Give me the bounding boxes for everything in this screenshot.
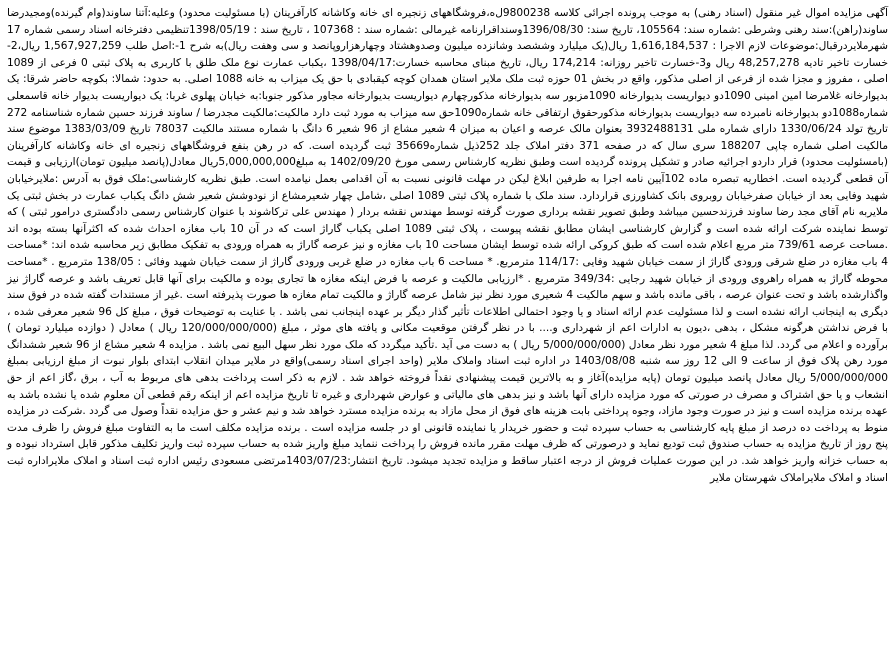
auction-notice-text: آگهی مزایده اموال غیر منقول (اسناد رهنی) به موجب پرونده اجرائی کلاسه 9800238ل‌ه،فروشگاههای زنجیره ای خانه وکاشانه کارآفرینان (با مسئولیت محدود) وعلیه:آتنا ساوند(وام گیرنده)ومجیدرضا ساوند(راهن):سند رهنی وشرطی :شماره سند: 105564، تاریخ سند: 1396/08/30وسنداقرارنامه غیرمالی :شماره سند : 107368 ، تاریخ سند : 1398/05/19تنظیمی دفترخانه اسناد رسمی شماره 17 شهرملایردرقبال:موضوعات لازم الاجرا : 1,616,184,537 ریال(یک میلیارد وششصد وشانزده میلیون وصدوهشتاد وچهارهزاروپانصد و سی وهفت ریال)به شرح 1-:اصل طلب 1,567,927,259 ریال،2-خسارت تاخیر تادیه 48,257,278 ریال و3-خسارت تاخیر روزانه: 174,214 ریال، تاریخ مبنای محاسبه خسارت:1398/04/17 ،یکباب عمارت نوع ملک طلق با کاربری به پلاک ثبتی 0 فرعی از 1089 اصلی ، مفروز و مجزا شده از فرعی از اصلی مذکور، واقع در بخش 01 حوزه ثبت ملک ملایر استان همدان کوچه کیقبادی با حق یک میزاب به خانه 1088 اصلی. به حدود: شمالا: بکوچه حاضر شرقا: یک بدیوارخانه غلامرضا امین امینی 1090دو دیواریست بدیوارخانه 1090مزبور سه بدیوارخانه مذکورچهارم دیواریست بدیوارخانه مجاور مذکور جنوبا:به خیابان پهلوی غربا: یک دیواریست بدیوار خانه قاسمعلی شماره1088دو بدیوارخانه نامبرده سه دیواریست بدیوارخانه مذکورحقوق ارتفاقی خانه شماره1090حق سه میزاب به مورد ثبت دارد مالکیت:مالکیت مجدرضا / ساوند فرزند حسین شماره شناسنامه 272 تاریخ تولد 1330/06/24 دارای شماره ملی 3932488131 بعنوان مالک عرصه و اعیان به میزان 4 شعیر مشاع از 96 شعیر 6 دانگ با شماره مستند مالکیت 78037 تاریخ 1383/03/09 موضوع سند مالکیت اصلی شماره چاپی 188207 سری سال که در صفحه 371 دفتر املاک جلد 252ذیل شماره35669 ثبت گردیده است. که در رهن بنفع فروشگاههای زنجیره ای خانه وکاشانه کارآفرینان (بامسئولیت محدود) قرار داردو اجرائیه صادر و تشکیل پرونده گردیده است وطبق نظریه کارشناس رسمی مورخ 1402/09/20 به مبلغ5,000,000,000ریال معادل(پانصد میلیون تومان)ارزیابی و قیمت آن قطعی گردیده است. اخطاریه تبصره ماده 102آیین نامه اجرا به طرفین ابلاغ لیکن در مهلت قانونی نسبت به آن اقدامی بعمل نیامده است. طبق نظریه کارشناسی:ملک فوق به آدرس :ملایرخیابان شهید وفایی بعد از خیابان صفرخیابان روبروی بانک کشاورزی قراردارد. سند ملک با شماره پلاک ثبتی 1089 اصلی ،شامل چهار شعیرمشاع از نودوشش شعیر شش دانگ یکباب عمارت در بخش ثبتی یک ملایربه نام آقای مجد رضا ساوند فرزندحسین میباشد وطبق تصویر نقشه برداری صورت گرفته توسط مهندس نقشه بردار ( مهندس علی ترکاشوند با عنوان کارشناس رسمی دادگستری درامور ثبتی ) که توسط نماینده شرکت ارائه شده است و گزارش کارشناسی ایشان مطابق نقشه پیوست ، پلاک ثبتی 1089 اصلی یکباب گاراژ است که در آن 10 باب مغازه احداث شده که اکثرآنها بسته بوده اند .مساحت عرصه 739/61 متر مربع اعلام شده است که طبق کروکی ارائه شده توسط ایشان مساحت 10 باب مغازه و نیز عرصه گاراژ به همراه ورودی به تفکیک مطابق زیر محاسبه شده اند: *مساحت 4 باب مغازه در ضلع شرقی ورودی گاراژ از سمت خیابان شهید وفایی :114/17 مترمربع. * مساحت 6 باب مغازه در ضلع غربی ورودی گاراژ از سمت خیابان شهید وفائی : 138/05 مترمربع . *مساحت محوطه گاراژ به همراه راهروی ورودی از خیابان شهید رجایی :349/34 مترمربع . *ارزیابی مالکیت و عرصه با فرض اینکه مغازه ها تجاری بوده و مالکیت برای آنها قابل تعریف باشد و عرصه گاراژ نیز واگذارشده باشد و تحت عنوان عرصه ، باقی مانده باشد و سهم مالکیت 4 شعیری مورد نظر نیز شامل عرصه گاراژ و مالکیت تمام مغازه ها صورت پذیرفته است .غیر از مستندات گفته شده در فوق سند دیگری به اینجانب ارائه نشده است و لذا مسئولیت عدم ارائه اسناد و یا وجود احتمالی اطلاعات تأثیر گذار دیگر بر عهده اینجانب نمی باشد . با عنایت به توضیحات فوق ، مبلغ کل 96 شعیر معرفی شده ، با فرض نداشتن هرگونه مشکل ، بدهی ،دیون به ادارات اعم از شهرداری و.... با در نظر گرفتن موقعیت مکانی و یافته های موثر ، مبلغ (120/000/000/000 ریال ) معادل ( دوازده میلیارد تومان ) برآورده و اعلام می گردد. لذا مبلغ 4 شعیر مورد نظر معادل (5/000/000/000 ریال ) به دست می آید .تأکید میگردد که ملک مورد نظر سهل البیع نمی باشد . مزایده 4 شعیر مشاع از 96 شعیر ششدانگ مورد رهن پلاک فوق از ساعت 9 الی 12 روز سه شنبه 1403/08/08 در اداره ثبت اسناد واملاک ملایر (واحد اجرای اسناد رسمی)واقع در ملایر میدان انقلاب ابتدای بلوار نبوت از مبلغ ارزیابی بمبلغ 5/000/000/000 ریال معادل پانصد میلیون تومان (پایه مزایده)آغاز و به بالاترین قیمت پیشنهادی نقداً فروخته خواهد شد . لازم به ذکر است پرداخت بدهی های مربوط به آب ، برق ،گاز اعم از حق انشعاب و یا حق اشتراک و مصرف در صورتی که مورد مزایده دارای آنها باشد و نیز بدهی های مالیاتی و عوارض شهرداری و غیره تا تاریخ مزایده اعم از اینکه رقم قطعی آن معلوم شده یا نشده باشد به عهده برنده مزایده است و نیز در صورت وجود مازاد، وجوه پرداختی بابت هزینه های فوق از محل مازاد به برنده مزایده مسترد خواهد شد و نیم عشر و حق مزایده نقداً وصول می گردد .شرکت در مزایده منوط به پرداخت ده درصد از مبلغ پایه کارشناسی به حساب سپرده ثبت و حضور خریدار یا نماینده قانونی او در جلسه مزایده است . برنده مزایده مکلف است ما به التفاوت مبلغ فروش را ظرف مدت پنج روز از تاریخ مزایده به حساب صندوق ثبت تودیع نماید و درصورتی که ظرف مهلت مقرر مانده فروش را پرداخت ننماید مبلغ واریز شده به حساب سپرده ثبت واریز تکلیف مذکور قابل استرداد نبوده و به حساب خزانه واریز خواهد شد. در این صورت عملیات فروش از درجه اعتبار ساقط و مزایده تجدید میشود. تاریخ انتشار:1403/07/23مرتضی مسعودی رئیس اداره ثبت اسناد و املاک ملایراداره ثبت اسناد و املاک ملایراملاک شهرستان ملایر: [7, 7, 889, 484]
